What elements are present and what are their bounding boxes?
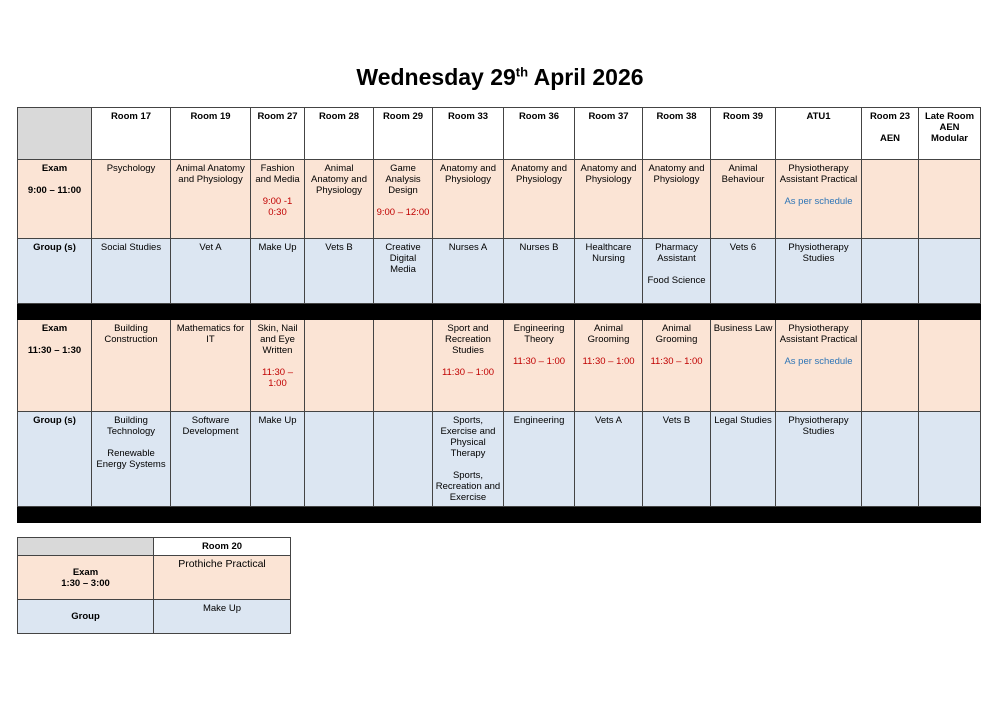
subject-text: Game Analysis Design [385,163,421,196]
schedule-note: As per schedule [784,196,853,207]
group-cell [862,239,919,304]
group-cell: Vets A [575,412,643,507]
subject-text: Anatomy and Physiology [648,163,705,185]
group-cell: Nurses B [504,239,575,304]
subject-text: Anatomy and Physiology [580,163,637,185]
subject-text: Physiotherapy Assistant Practical [779,323,858,345]
exam-cell [862,320,919,412]
subject-text: Anatomy and Physiology [440,163,496,185]
exam-cell [711,320,776,412]
schedule-note: As per schedule [784,356,853,367]
group-cell: Make Up [251,412,305,507]
room-header: Room 17 [92,108,171,160]
group-cell: Social Studies [92,239,171,304]
subject-text: Engineering Theory [513,323,565,345]
exam-cell [305,160,374,239]
group-cell: Pharmacy Assistant Food Science [643,239,711,304]
exam-time: 11:30 – 1:00 [582,356,635,367]
group-cell: Physiotherapy Studies [776,239,862,304]
exam-cell [92,160,171,239]
group-label: Group [18,600,154,634]
group-cell [862,412,919,507]
group-cell [919,239,981,304]
group-label: Group (s) [18,412,92,507]
group-cell: Vets B [643,412,711,507]
group-cell: Sports, Exercise and Physical Therapy Sports, Recreation and Exercise [433,412,504,507]
group-cell: Make Up [251,239,305,304]
room-header: Late Room AEN Modular [919,108,981,160]
exam-timetable [17,107,981,523]
exam-time: 9:00 – 12:00 [376,207,430,218]
group-cell: Legal Studies [711,412,776,507]
exam-cell [305,320,374,412]
exam-time: 11:30 – 1:00 [441,367,495,378]
group-cell [374,412,433,507]
exam-cell [504,160,575,239]
exam-cell [504,320,575,412]
exam-cell [374,320,433,412]
exam-cell [643,320,711,412]
exam-cell [862,160,919,239]
group-cell [305,412,374,507]
subject-text: Psychology [106,163,156,174]
session-separator [18,507,981,523]
room20-timetable [17,537,291,634]
subject-text: Mathematics for IT [176,323,245,345]
exam-cell [251,320,305,412]
subject-text: Business Law [713,323,773,334]
room-header: Room 23 AEN [862,108,919,160]
exam-cell: Prothiche Practical [154,556,291,600]
room-header: ATU1 [776,108,862,160]
room-header: Room 19 [171,108,251,160]
header-corner [18,108,92,160]
exam-cell [711,160,776,239]
exam-cell [776,320,862,412]
exam-cell [575,320,643,412]
exam-label: Exam 11:30 – 1:30 [18,320,92,412]
subject-text: Animal Grooming [655,323,698,345]
room-header: Room 39 [711,108,776,160]
exam-label: Exam 9:00 – 11:00 [18,160,92,239]
group-cell: Vets 6 [711,239,776,304]
exam-cell [575,160,643,239]
subject-text: Animal Behaviour [721,163,765,185]
group-cell: Vet A [171,239,251,304]
room-header: Room 20 [154,538,291,556]
exam-cell [776,160,862,239]
room-header: Room 37 [575,108,643,160]
room-header: Room 36 [504,108,575,160]
group-cell: Vets B [305,239,374,304]
exam-time: 11:30 – 1:00 [650,356,703,367]
group-cell: Engineering [504,412,575,507]
subject-text: Animal Anatomy and Physiology [311,163,367,196]
exam-cell [374,160,433,239]
group-cell: Physiotherapy Studies [776,412,862,507]
exam-cell [251,160,305,239]
subject-text: Animal Grooming [587,323,630,345]
group-cell: Make Up [154,600,291,634]
header-corner [18,538,154,556]
subject-text: Skin, Nail and Eye Written [257,323,298,356]
room-header: Room 38 [643,108,711,160]
exam-time: 9:00 -1 0:30 [262,196,293,218]
group-label: Group (s) [18,239,92,304]
subject-text: Physiotherapy Assistant Practical [779,163,858,185]
group-cell [919,412,981,507]
exam-time: 11:30 – 1:00 [262,367,293,389]
subject-text: Animal Anatomy and Physiology [176,163,245,185]
exam-cell [92,320,171,412]
subject-text: Building Construction [104,323,158,345]
subject-text: Anatomy and Physiology [511,163,567,185]
room-header: Room 33 [433,108,504,160]
page-title: Wednesday 29th April 2026 [356,64,644,90]
group-cell: Building Technology Renewable Energy Systems [92,412,171,507]
room-header: Room 27 [251,108,305,160]
group-cell: Creative Digital Media [374,239,433,304]
subject-text: Sport and Recreation Studies [445,323,491,356]
subject-text: Fashion and Media [255,163,300,185]
exam-time: 11:30 – 1:00 [512,356,566,367]
exam-cell [919,160,981,239]
exam-label: Exam 1:30 – 3:00 [18,556,154,600]
session-separator [18,304,981,320]
group-cell: Healthcare Nursing [575,239,643,304]
exam-cell [643,160,711,239]
exam-cell [433,160,504,239]
group-cell: Nurses A [433,239,504,304]
exam-cell [919,320,981,412]
exam-cell [171,160,251,239]
exam-cell [433,320,504,412]
exam-cell [171,320,251,412]
group-cell: Software Development [171,412,251,507]
room-header: Room 29 [374,108,433,160]
room-header: Room 28 [305,108,374,160]
